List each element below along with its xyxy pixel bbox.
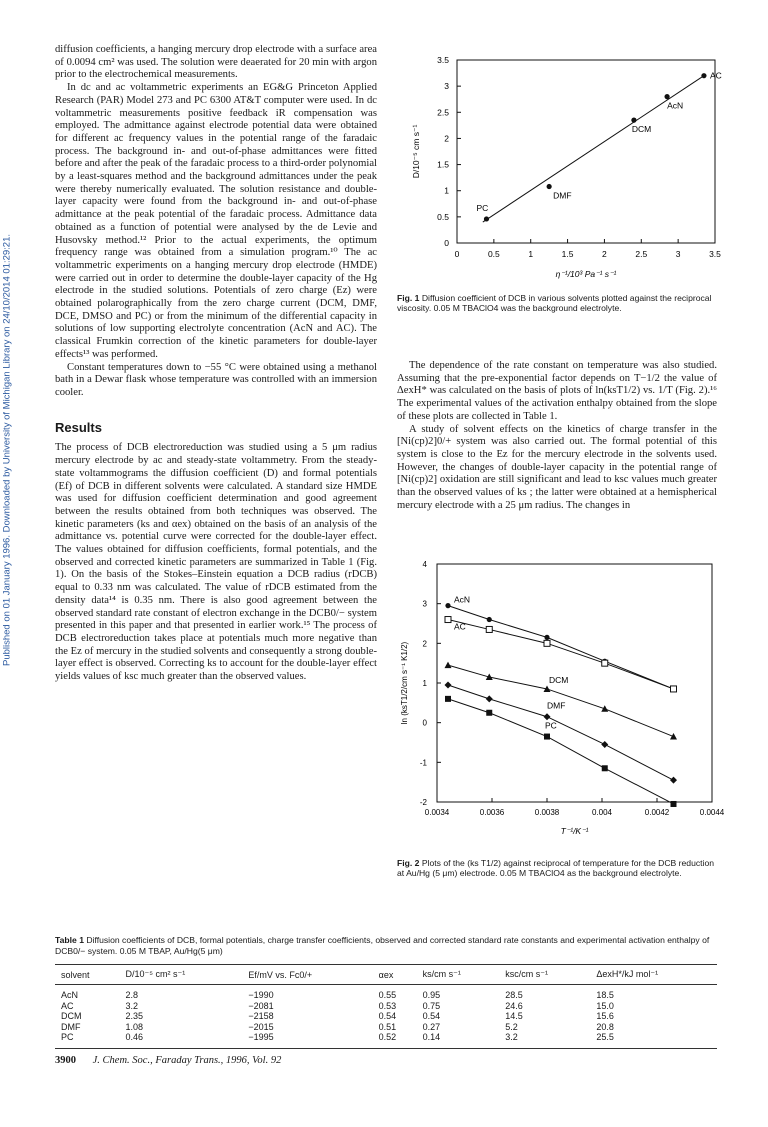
x-tick-label: 3.5 — [709, 249, 721, 259]
table-header-row — [55, 965, 717, 985]
x-tick-label: 0 — [454, 249, 460, 259]
data-point — [544, 640, 550, 646]
table-cell: 0.14 — [417, 1032, 500, 1048]
data-point — [445, 662, 452, 669]
paragraph: The dependence of the rate constant on temperature was also studied. Assuming that the pre-exponential factor depends on T−1/2 the value of ΔexH* was calculated on the basis of plots of ln(ksT1/2) vs. 1/T (Fig. 2).¹⁶ The experimental values of the activation enthalpy obtained from the slope of these plots are collected in Table 1. — [397, 360, 717, 422]
table-cell: PC — [55, 1032, 120, 1048]
x-tick-label: 0.0042 — [644, 808, 670, 817]
table-row — [55, 1001, 717, 1012]
point-label: DMF — [553, 190, 572, 201]
data-point — [486, 695, 493, 702]
header-cell: αex — [373, 965, 417, 985]
series-label: AcN — [454, 594, 471, 605]
data-point — [602, 660, 608, 666]
figure-2-caption-label: Fig. 2 — [397, 858, 420, 868]
data-point — [445, 696, 451, 702]
table-cell: 15.0 — [596, 1000, 614, 1011]
plot-frame — [457, 60, 715, 243]
table-cell: DMF — [61, 1021, 81, 1032]
table-caption — [55, 935, 717, 956]
data-point — [544, 713, 551, 720]
table-cell: 0.55 — [378, 990, 397, 1000]
data-point — [701, 73, 706, 78]
table-cell: 25.5 — [590, 1032, 717, 1048]
header-cell: ks/cm s⁻¹ — [417, 965, 500, 985]
series-label: DMF — [547, 700, 566, 711]
paragraph: diffusion coefficients, a hanging mercury drop electrode with a surface area of 0.0094 cm² was used. The solution were deaerated for 20 min with argon prior to the electrochemical measurements. — [55, 44, 377, 81]
figure-2 — [397, 552, 727, 844]
y-axis-label: ln (ksT1/2/cm s⁻¹ K1/2) — [400, 641, 409, 725]
figure-1 — [397, 48, 727, 288]
x-tick-label: 1 — [528, 249, 534, 259]
table-cell: 0.51 — [378, 1021, 397, 1032]
table-cell: 14.5 — [505, 1011, 523, 1021]
x-tick-label: 0.0036 — [479, 808, 505, 817]
data-point — [664, 94, 669, 99]
series-line — [448, 699, 674, 804]
table-cell: 0.27 — [422, 1021, 441, 1032]
x-tick-label: 0.0034 — [424, 808, 450, 817]
data-point — [601, 741, 608, 748]
series-line — [448, 685, 674, 780]
figure-1-caption — [397, 293, 719, 314]
fit-line — [483, 76, 704, 222]
point-label: DCM — [631, 124, 652, 135]
x-tick-label: 0.0038 — [534, 808, 560, 817]
plot-frame — [437, 564, 712, 802]
x-tick-label: 0.5 — [487, 249, 500, 259]
table-cell: 0.46 — [120, 1032, 243, 1048]
table-cell: 5.2 — [505, 1021, 518, 1032]
header-cell: ksc/cm s⁻¹ — [499, 965, 590, 985]
data-point — [445, 617, 451, 623]
page-footer — [55, 1055, 281, 1066]
x-axis-label: η⁻¹/10³ Pa⁻¹ s⁻¹ — [555, 269, 617, 279]
series-label: AC — [454, 621, 466, 632]
table-row — [55, 1011, 717, 1022]
data-point — [544, 734, 550, 740]
table-cell: −2158 — [248, 1011, 274, 1021]
data-point — [631, 118, 636, 123]
y-tick-label: 0 — [422, 718, 427, 728]
series-label: PC — [545, 720, 557, 731]
paragraph: A study of solvent effects on the kinetics of charge transfer in the [Ni(cp)2]0/+ system was also carried out. The formal potential of this system is close to the Ez for the mercury electrode in the solvents used. However, the changes of double-layer capacity in the potential range of [Ni(cp)2] oxidation are still significant and lead to ksc values much greater than the observed values of ks ; the latter were obtained at a hemispherical mercury electrode with a 25 μm radius. The changes in — [397, 423, 717, 511]
figure-2-chart — [397, 552, 727, 844]
y-tick-label: 0 — [444, 238, 449, 248]
table-cell: 3.2 — [499, 1032, 590, 1048]
table-cell: 0.54 — [378, 1011, 397, 1021]
table-cell: −1990 — [248, 990, 274, 1000]
x-tick-label: 2.5 — [635, 249, 648, 259]
y-tick-label: 2 — [422, 639, 427, 649]
data-point — [486, 626, 492, 632]
table-cell: 1.08 — [125, 1021, 144, 1032]
right-column — [397, 360, 717, 512]
data-point — [670, 733, 677, 740]
table-cell: −2015 — [248, 1021, 274, 1032]
data-point — [671, 801, 677, 807]
table-cell: 20.8 — [596, 1021, 614, 1032]
y-tick-label: 4 — [422, 560, 427, 569]
x-axis-label: T⁻¹/K⁻¹ — [560, 826, 589, 836]
y-tick-label: 1 — [444, 185, 449, 196]
journal-citation: J. Chem. Soc., Faraday Trans., 1996, Vol. 92 — [92, 1055, 282, 1066]
paragraph: The process of DCB electroreduction was studied using a 5 μm radius mercury electrode by ac and steady-state voltammetry. From the steady-state voltammograms the diffusion coefficient (D) and formal potentials (Ef) of DCB in different solvents were calculated. A standard size HMDE was used for diffusion coefficient determination and good agreement between the results obtained from both techniques was observed. The kinetic parameters (ks and αex) obtained on the basis of an analysis of the admittance vs. potential curve were corrected for the double-layer effect. The values obtained for diffusion coefficients, formal potentials, and the observed and corrected kinetic parameters are summarized in Table 1 (Fig. 1). On the basis of the Stokes–Einstein equation a DCB radius (rDCB) equal to 0.33 nm was calculated. The value of rDCB estimated from the density data¹⁴ is 0.35 nm. There is also good agreement between the observed standard rate constant of electron exchange in the DCB0/− system presented in this paper and that presented in earlier work.¹⁵ The process of DCB electroreduction takes place at potentials much more negative than the Ez of mercury in the studied solvents and consequently a strong double-layer effect is observed. Correcting ks to account for the double-layer effect yields values of ksc much greater than the observed values. — [55, 442, 377, 683]
section-heading: Results — [55, 419, 102, 435]
figure-1-caption-text: Diffusion coefficient of DCB in various solvents plotted against the reciprocal viscosity. 0.05 M TBAClO4 was the background electrolyte. — [397, 293, 712, 314]
data-point — [602, 765, 608, 771]
y-tick-label: -1 — [419, 758, 427, 768]
data-point — [445, 681, 452, 688]
figure-1-chart — [397, 48, 727, 288]
header-cell: solvent — [55, 965, 120, 985]
table-cell: 0.53 — [378, 1000, 397, 1011]
figure-1-caption-label: Fig. 1 — [397, 293, 420, 303]
point-label: PC — [476, 202, 489, 213]
data-point — [601, 705, 608, 712]
figure-2-caption — [397, 858, 719, 879]
data-point — [547, 184, 552, 189]
page-number: 3900 — [55, 1055, 76, 1066]
table-cell: 0.52 — [373, 1032, 417, 1048]
table-cell: 0.95 — [422, 990, 441, 1000]
data-point — [487, 617, 492, 622]
paragraph: In dc and ac voltammetric experiments an EG&G Princeton Applied Research (PAR) Model 273 and PC 6300 AT&T computer were used. In dc voltammetric measurements positive feedback iR compensation was employed. The admittance against electrode potential data were obtained for different ac frequency values in the potential range of the faradaic process. The background in- and out-of-phase admittances were fitted before and after the peak of the faradaic process to a third-order polynomial by a least-squares method and the background admittances under the peak were thereby numerically evaluated. The solution resistance and double-layer capacity were found from the background in- and out-of-phase admittance at the peak potential of the faradaic process. Admittance data obtained as a function of potential were analysed by the de Levie and Husovsky method.¹² Prior to the actual experiments, the optimum frequency range was obtained from a simulation program.¹⁰ The ac voltammetric experiments on a hanging mercury drop electrode (HMDE) were carried out in order to determine the double-layer capacity of the Hg electrode in the studied solutions. Potentials of zero charge (Ez) were obtained polarographically from the zero charge current (DCM, DMF, DCE, DMSO and PC) or from the minimum of the differential capacity in solutions of low supporting electrolyte concentration (AcN and AC). The classical Frumkin correction of the kinetic parameters for double-layer effects¹³ was performed. — [55, 82, 377, 360]
data-point — [445, 603, 450, 608]
y-tick-label: 3.5 — [437, 55, 449, 65]
y-tick-label: 0.5 — [437, 211, 449, 222]
y-axis-label: D/10⁻⁵ cm s⁻¹ — [411, 124, 421, 179]
x-tick-label: 0.004 — [591, 808, 613, 817]
header-cell: Ef/mV vs. Fc0/+ — [242, 965, 372, 985]
y-tick-label: 1 — [422, 679, 427, 688]
table-caption-text: Diffusion coefficients of DCB, formal potentials, charge transfer coefficients, observed and corrected standard rate constants and experimental activation enthalpy of DCB0/− system. 0.05 M TBAP, Au/Hg(5 μm) — [55, 935, 710, 956]
table-caption-label: Table 1 — [55, 935, 84, 945]
table-cell: 18.5 — [596, 990, 614, 1000]
series-label: DCM — [549, 674, 569, 685]
paragraph: Constant temperatures down to −55 °C were obtained using a methanol bath in a Dewar flask whose temperature was controlled with an immersion cooler. — [55, 361, 377, 398]
data-point — [544, 635, 549, 640]
table-cell: 2.35 — [125, 1011, 144, 1021]
table-row — [55, 1022, 717, 1033]
y-tick-label: 1.5 — [437, 159, 449, 170]
table-cell: 28.5 — [505, 990, 523, 1000]
data-point — [671, 686, 677, 692]
table-row — [55, 985, 717, 1001]
download-notice — [0, 150, 14, 750]
table-cell: 0.54 — [422, 1011, 441, 1021]
download-notice-text: Published on 01 January 1996. Downloaded by University of Michigan Library on 24/10/2014 01:29:21. — [1, 233, 13, 667]
data-point — [670, 777, 677, 784]
figure-2-caption-text: Plots of the (ks T1/2) against reciprocal of temperature for the DCB reduction at Au/Hg (5 μm) electrode. 0.05 M TBAClO4 as the background electrolyte. — [397, 858, 715, 879]
table-cell: AC — [61, 1000, 74, 1011]
data-table — [55, 964, 717, 1049]
header-cell: D/10⁻⁵ cm² s⁻¹ — [120, 965, 243, 985]
table-cell: 15.6 — [596, 1011, 614, 1021]
x-tick-label: 3 — [675, 249, 681, 259]
table-cell: −2081 — [248, 1000, 274, 1011]
y-tick-label: 2.5 — [437, 107, 449, 118]
table-cell: 24.6 — [505, 1000, 523, 1011]
table-cell: DCM — [61, 1011, 82, 1021]
data-point — [486, 710, 492, 716]
point-label: AcN — [667, 100, 684, 111]
header-cell: ΔexH*/kJ mol⁻¹ — [590, 965, 717, 985]
table-cell: 2.8 — [125, 990, 139, 1000]
x-tick-label: 2 — [602, 249, 607, 259]
table-cell: 0.75 — [422, 1000, 441, 1011]
y-tick-label: 3 — [422, 599, 427, 609]
table-cell: AcN — [61, 990, 79, 1000]
data-point — [484, 216, 489, 221]
table-cell: 3.2 — [125, 1000, 139, 1011]
x-tick-label: 1.5 — [561, 249, 574, 259]
table-cell: −1995 — [242, 1032, 372, 1048]
y-tick-label: -2 — [419, 798, 427, 807]
left-column — [55, 44, 377, 684]
table-row — [55, 1032, 717, 1048]
y-tick-label: 2 — [444, 133, 449, 144]
x-tick-label: 0.0044 — [699, 808, 725, 817]
y-tick-label: 3 — [444, 81, 449, 92]
point-label: AC — [709, 70, 722, 81]
